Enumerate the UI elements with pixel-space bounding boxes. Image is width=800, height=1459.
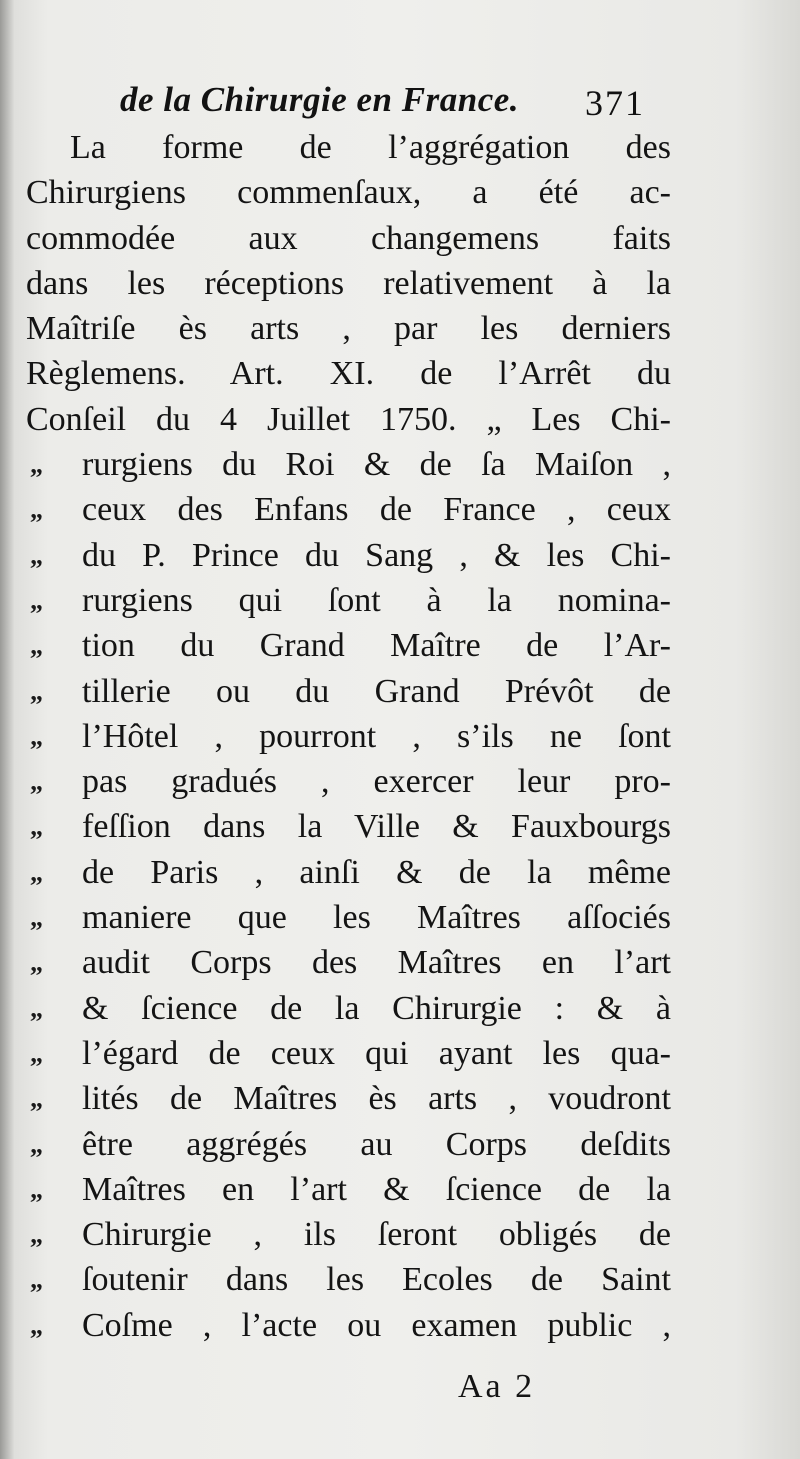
line-text: tillerie ou du Grand Prévôt de — [82, 672, 671, 710]
text-line — [26, 669, 671, 714]
text-line — [26, 1167, 671, 1212]
line-text: Coſme , l’acte ou examen public , — [82, 1306, 671, 1344]
quotation-mark: „ — [30, 1129, 43, 1159]
line-text: Conſeil du 4 Juillet 1750. „ Les Chi- — [26, 400, 671, 438]
body-text — [26, 125, 671, 1348]
text-line — [26, 623, 671, 668]
line-text: commodée aux changemens faits — [26, 219, 671, 257]
text-line — [26, 261, 671, 306]
text-line — [26, 1257, 671, 1302]
quotation-mark: „ — [30, 767, 43, 797]
quotation-mark: „ — [30, 1220, 43, 1250]
line-text: La forme de l’aggrégation des — [70, 129, 671, 166]
line-text: Maîtres en l’art & ſcience de la — [82, 1170, 671, 1208]
text-line — [26, 1122, 671, 1167]
line-text: Chirurgie , ils ſeront obligés de — [82, 1216, 671, 1254]
text-line — [26, 804, 671, 849]
line-text: ſoutenir dans les Ecoles de Saint — [82, 1261, 671, 1299]
line-text: l’égard de ceux qui ayant les qua- — [82, 1034, 671, 1072]
line-text: ceux des Enfans de France , ceux — [82, 491, 671, 529]
quotation-mark: „ — [30, 585, 43, 615]
text-line — [26, 397, 671, 442]
text-line — [26, 850, 671, 895]
text-line — [26, 216, 671, 261]
quotation-mark: „ — [30, 1174, 43, 1204]
text-line — [26, 895, 671, 940]
text-line — [26, 759, 671, 804]
text-line — [26, 714, 671, 759]
line-text: tion du Grand Maître de l’Ar- — [82, 627, 671, 665]
text-line — [26, 306, 671, 351]
page-header — [0, 72, 800, 128]
quotation-mark: „ — [30, 857, 43, 887]
line-text: du P. Prince du Sang , & les Chi- — [82, 536, 671, 574]
line-text: rurgiens du Roi & de ſa Maiſon , — [82, 446, 671, 484]
line-text: & ſcience de la Chirurgie : & à — [82, 989, 671, 1027]
quotation-mark: „ — [30, 948, 43, 978]
line-text: dans les réceptions relativement à la — [26, 264, 671, 302]
text-line — [26, 1303, 671, 1348]
quotation-mark: „ — [30, 1038, 43, 1068]
line-text: pas gradués , exercer leur pro- — [82, 763, 671, 801]
quotation-mark: „ — [30, 1084, 43, 1114]
quotation-mark: „ — [30, 450, 43, 480]
text-line — [26, 986, 671, 1031]
text-line — [26, 940, 671, 985]
page-number: 371 — [585, 83, 645, 123]
text-line — [26, 125, 671, 170]
quotation-mark: „ — [30, 495, 43, 525]
line-text: lités de Maîtres ès arts , voudront — [82, 1080, 671, 1118]
line-text: l’Hôtel , pourront , s’ils ne ſont — [82, 717, 671, 755]
text-line — [26, 1212, 671, 1257]
text-line — [26, 351, 671, 396]
quotation-mark: „ — [30, 993, 43, 1023]
quotation-mark: „ — [30, 903, 43, 933]
text-line — [26, 578, 671, 623]
line-text: feſſion dans la Ville & Fauxbourgs — [82, 808, 671, 846]
text-line — [26, 1031, 671, 1076]
page-gutter-shadow — [0, 0, 14, 1459]
line-text: être aggrégés au Corps deſdits — [82, 1125, 671, 1163]
text-line — [26, 487, 671, 532]
line-text: rurgiens qui ſont à la nomina- — [82, 581, 671, 619]
line-text: maniere que les Maîtres aſſociés — [82, 899, 671, 937]
quotation-mark: „ — [30, 812, 43, 842]
signature-mark: Aa 2 — [458, 1368, 536, 1405]
text-line — [26, 1076, 671, 1121]
quotation-mark: „ — [30, 1310, 43, 1340]
text-line — [26, 170, 671, 215]
quotation-mark: „ — [30, 676, 43, 706]
line-text: Chirurgiens commenſaux, a été ac- — [26, 174, 671, 212]
line-text: Maîtriſe ès arts , par les derniers — [26, 310, 671, 348]
quotation-mark: „ — [30, 540, 43, 570]
quotation-mark: „ — [30, 721, 43, 751]
quotation-mark: „ — [30, 1265, 43, 1295]
line-text: audit Corps des Maîtres en l’art — [82, 944, 671, 982]
quotation-mark: „ — [30, 631, 43, 661]
text-line — [26, 533, 671, 578]
line-text: de Paris , ainſi & de la même — [82, 853, 671, 891]
text-line — [26, 442, 671, 487]
line-text: Règlemens. Art. XI. de l’Arrêt du — [26, 355, 671, 393]
running-title: de la Chirurgie en France. — [120, 80, 520, 119]
